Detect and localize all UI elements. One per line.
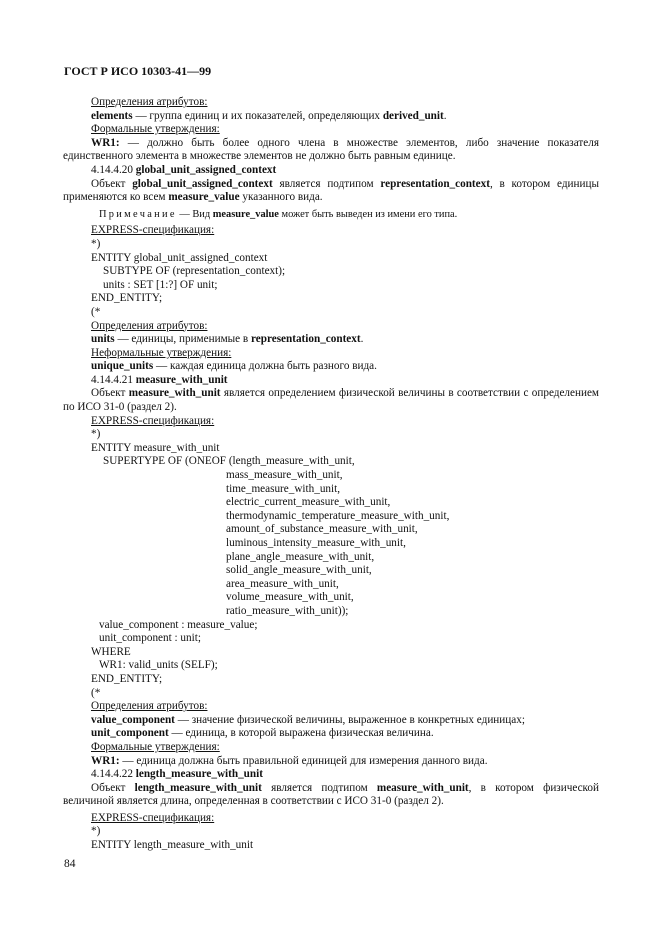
code-line: (* <box>91 305 101 318</box>
supertype-alternative: solid_angle_measure_with_unit, <box>226 564 372 577</box>
attr-definitions-heading: Определения атрибутов: <box>91 96 208 108</box>
informal-rules-heading: Неформальные утверждения: <box>91 346 232 359</box>
code-line: (* <box>91 686 101 699</box>
supertype-alternative: plane_angle_measure_with_unit, <box>226 550 375 563</box>
measure-with-unit-description: Объект measure_with_unit является определением физической величины в соответствии с определением по ИСО 31-0 (раздел 2). <box>63 387 599 414</box>
supertype-alternative: electric_current_measure_with_unit, <box>226 496 391 509</box>
formal-rules-heading: Формальные утверждения: <box>91 123 220 136</box>
wr1-rule: WR1: — единица должна быть правильной единицей для измерения данного вида. <box>91 754 488 767</box>
attr-value-component: value_component — значение физической величины, выраженное в конкретных единицах; <box>91 713 525 726</box>
supertype-alternative: area_measure_with_unit, <box>226 577 339 590</box>
supertype-alternative: mass_measure_with_unit, <box>226 469 343 482</box>
code-line: unit_component : unit; <box>99 632 201 645</box>
attr-elements: elements — группа единиц и их показателей, определяющих derived_unit. <box>91 109 447 122</box>
express-spec-heading: EXPRESS-спецификация: <box>91 414 215 427</box>
code-line: END_ENTITY; <box>91 292 163 305</box>
express-spec-heading: EXPRESS-спецификация: <box>91 224 215 237</box>
section-4-14-4-22: 4.14.4.22 length_measure_with_unit <box>91 768 263 781</box>
unique-units-rule: unique_units — каждая единица должна быть разного вида. <box>91 360 377 373</box>
section-4-14-4-21: 4.14.4.21 measure_with_unit <box>91 373 228 386</box>
supertype-alternative: luminous_intensity_measure_with_unit, <box>226 537 406 549</box>
attr-units: units — единицы, применимые в representation_context. <box>91 333 364 346</box>
page-content <box>63 96 599 853</box>
code-line: value_component : measure_value; <box>99 618 258 631</box>
note: Примечание — Вид measure_value может быть выведен из имени его типа. <box>99 208 458 220</box>
attr-unit-component: unit_component — единица, в которой выражена физическая величина. <box>91 727 434 740</box>
page-header: ГОСТ Р ИСО 10303-41—99 <box>64 64 212 78</box>
page-number: 84 <box>64 858 76 870</box>
wr1-rule: WR1: — должно быть более одного члена в множестве элементов, либо значение показателя единственного элемента в множестве элементов не должно быть равным единице. <box>63 136 599 163</box>
section-4-14-4-20: 4.14.4.20 global_unit_assigned_context <box>91 163 277 176</box>
code-line: *) <box>91 428 101 441</box>
code-line: WR1: valid_units (SELF); <box>99 659 218 672</box>
code-line: *) <box>91 237 101 250</box>
supertype-alternative: thermodynamic_temperature_measure_with_unit, <box>226 509 450 522</box>
attr-definitions-heading: Определения атрибутов: <box>91 700 208 713</box>
supertype-alternative: time_measure_with_unit, <box>226 482 341 495</box>
code-line: ENTITY length_measure_with_unit <box>91 839 254 852</box>
code-line: ENTITY global_unit_assigned_context <box>91 251 268 264</box>
code-line: WHERE <box>91 645 131 658</box>
global-unit-description: Объект global_unit_assigned_context является подтипом representation_context, в котором единицы применяются ко всем measure_value указанного вида. <box>63 177 599 204</box>
express-spec-heading: EXPRESS-спецификация: <box>91 811 215 824</box>
code-line: END_ENTITY; <box>91 672 163 685</box>
supertype-alternative: ratio_measure_with_unit)); <box>226 604 349 617</box>
code-line: units : SET [1:?] OF unit; <box>103 278 218 291</box>
formal-rules-heading: Формальные утверждения: <box>91 740 220 753</box>
code-line: SUPERTYPE OF (ONEOF (length_measure_with_unit, <box>103 455 355 468</box>
code-line: ENTITY measure_with_unit <box>91 441 220 454</box>
code-line: SUBTYPE OF (representation_context); <box>103 265 286 278</box>
code-line: *) <box>91 825 101 838</box>
attr-definitions-heading: Определения атрибутов: <box>91 319 208 332</box>
supertype-alternative: volume_measure_with_unit, <box>226 591 354 604</box>
length-measure-description: Объект length_measure_with_unit является подтипом measure_with_unit, в котором физической величиной является длина, определенная в соответствии с ИСО 31-0 (раздел 2). <box>63 781 600 808</box>
supertype-alternative: amount_of_substance_measure_with_unit, <box>226 523 418 536</box>
